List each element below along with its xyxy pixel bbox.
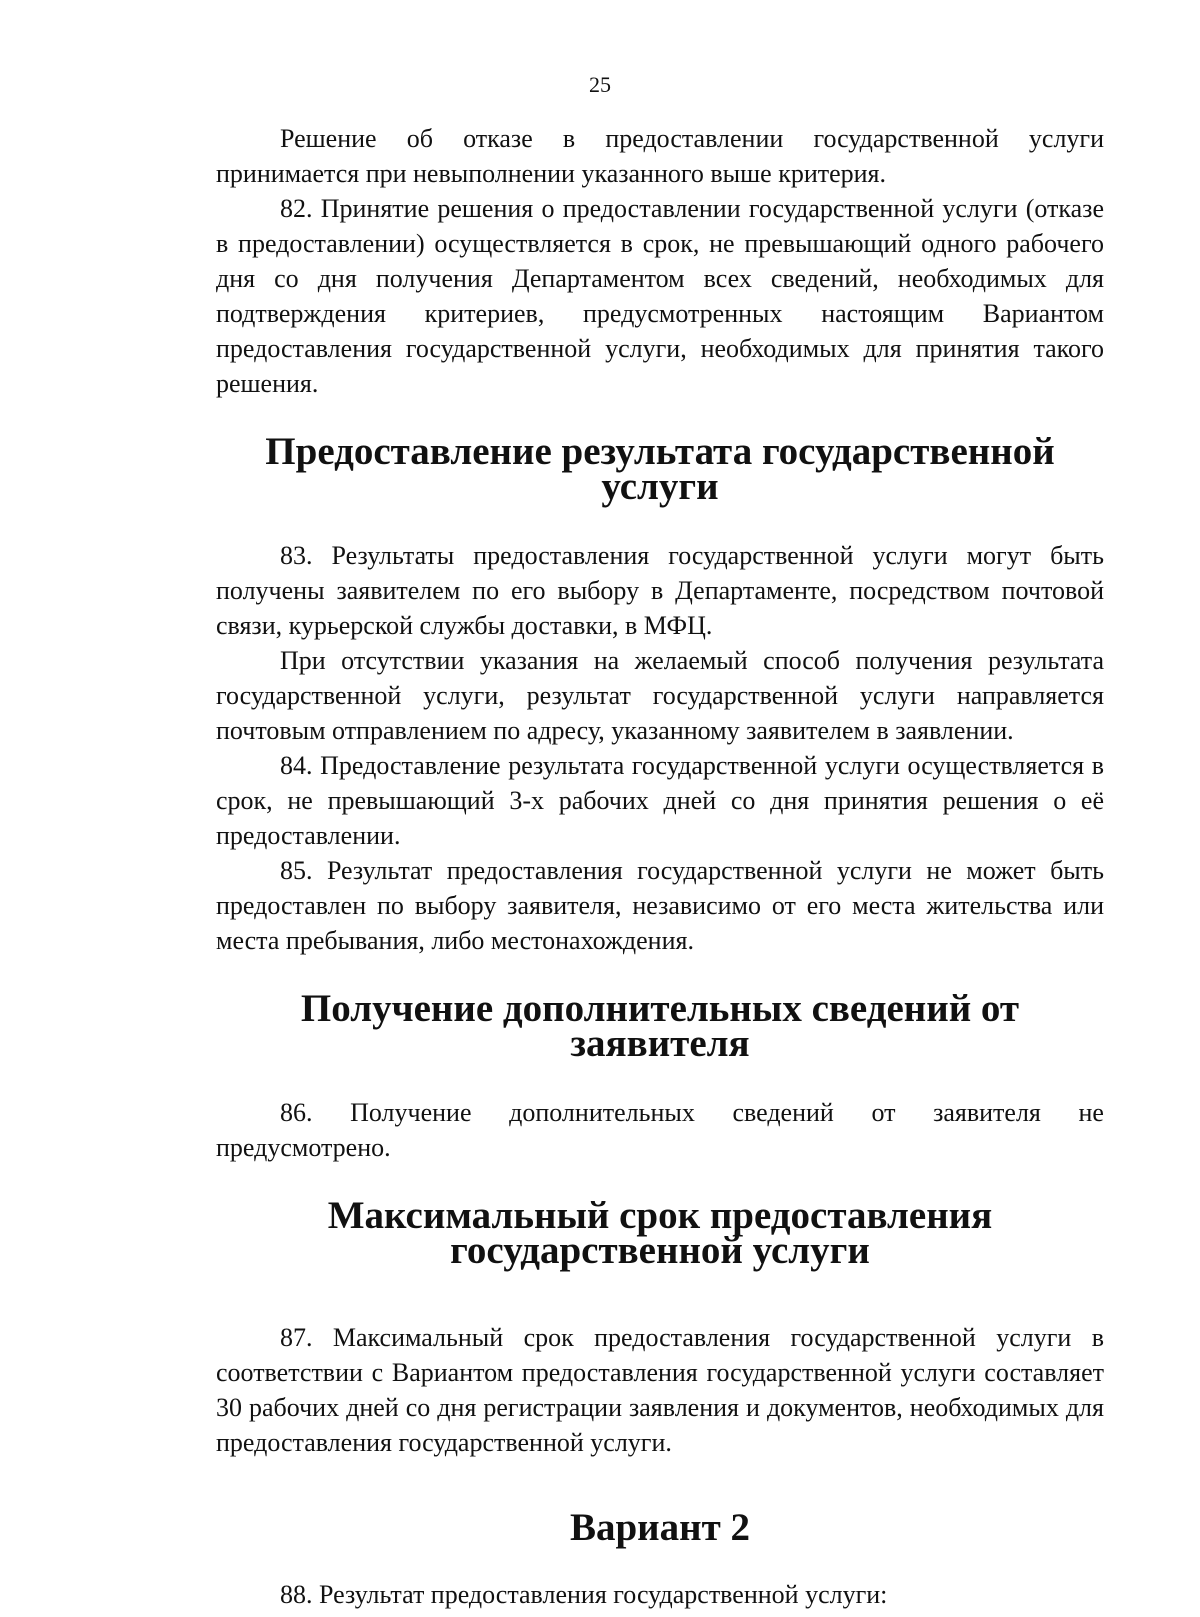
paragraph-84: 84. Предоставление результата государственной услуги осуществляется в срок, не превышающий 3-х рабочих дней со дня принятия решения о её предоставлении. xyxy=(216,751,1104,850)
paragraph-86-word: заявителя xyxy=(933,1098,1041,1127)
paragraph-86-word: не xyxy=(1078,1098,1104,1127)
paragraph-86-word: Получение xyxy=(350,1098,472,1127)
heading-additional-info: Получение дополнительных сведений от заявителя xyxy=(300,987,1020,1065)
paragraph-86-word: от xyxy=(871,1098,896,1127)
document-body xyxy=(216,121,1104,1612)
heading-variant-2: Вариант 2 xyxy=(569,1506,751,1549)
heading-result-provision: Предоставление результата государственной услуги xyxy=(265,430,1055,508)
paragraph-82: 82. Принятие решения о предоставлении государственной услуги (отказе в предоставлении) осуществляется в срок, не превышающий одного рабочего дня со дня получения Департаментом всех сведений, необходимых для подтверждения критериев, предусмотренных настоящим Вариантом предоставления государственной услуги, необходимых для принятия такого решения. xyxy=(216,194,1104,398)
paragraph-86-word: дополнительных xyxy=(509,1098,695,1127)
paragraph-83: 83. Результаты предоставления государственной услуги могут быть получены заявителем по его выбору в Департаменте, посредством почтовой связи, курьерской службы доставки, в МФЦ. xyxy=(216,541,1104,640)
paragraph-86-word: сведений xyxy=(732,1098,834,1127)
heading-max-term: Максимальный срок предоставления государственной услуги xyxy=(327,1194,993,1272)
page-number: 25 xyxy=(589,72,611,97)
paragraph-86-continuation: предусмотрено. xyxy=(216,1133,391,1162)
paragraph-86-word: 86. xyxy=(280,1098,313,1127)
paragraph-86-line xyxy=(216,1095,1104,1130)
paragraph-88: 88. Результат предоставления государственной услуги: xyxy=(280,1580,888,1609)
paragraph-85: 85. Результат предоставления государственной услуги не может быть предоставлен по выбору заявителя, независимо от его места жительства или места пребывания, либо местонахождения. xyxy=(216,856,1104,955)
paragraph-no-delivery-method: При отсутствии указания на желаемый способ получения результата государственной услуги, результат государственной услуги направляется почтовым отправлением по адресу, указанному заявителем в заявлении. xyxy=(216,646,1104,745)
paragraph-refusal-decision: Решение об отказе в предоставлении государственной услуги принимается при невыполнении указанного выше критерия. xyxy=(216,124,1104,188)
paragraph-87: 87. Максимальный срок предоставления государственной услуги в соответствии с Вариантом предоставления государственной услуги составляет 30 рабочих дней со дня регистрации заявления и документов, необходимых для предоставления государственной услуги. xyxy=(216,1323,1104,1457)
